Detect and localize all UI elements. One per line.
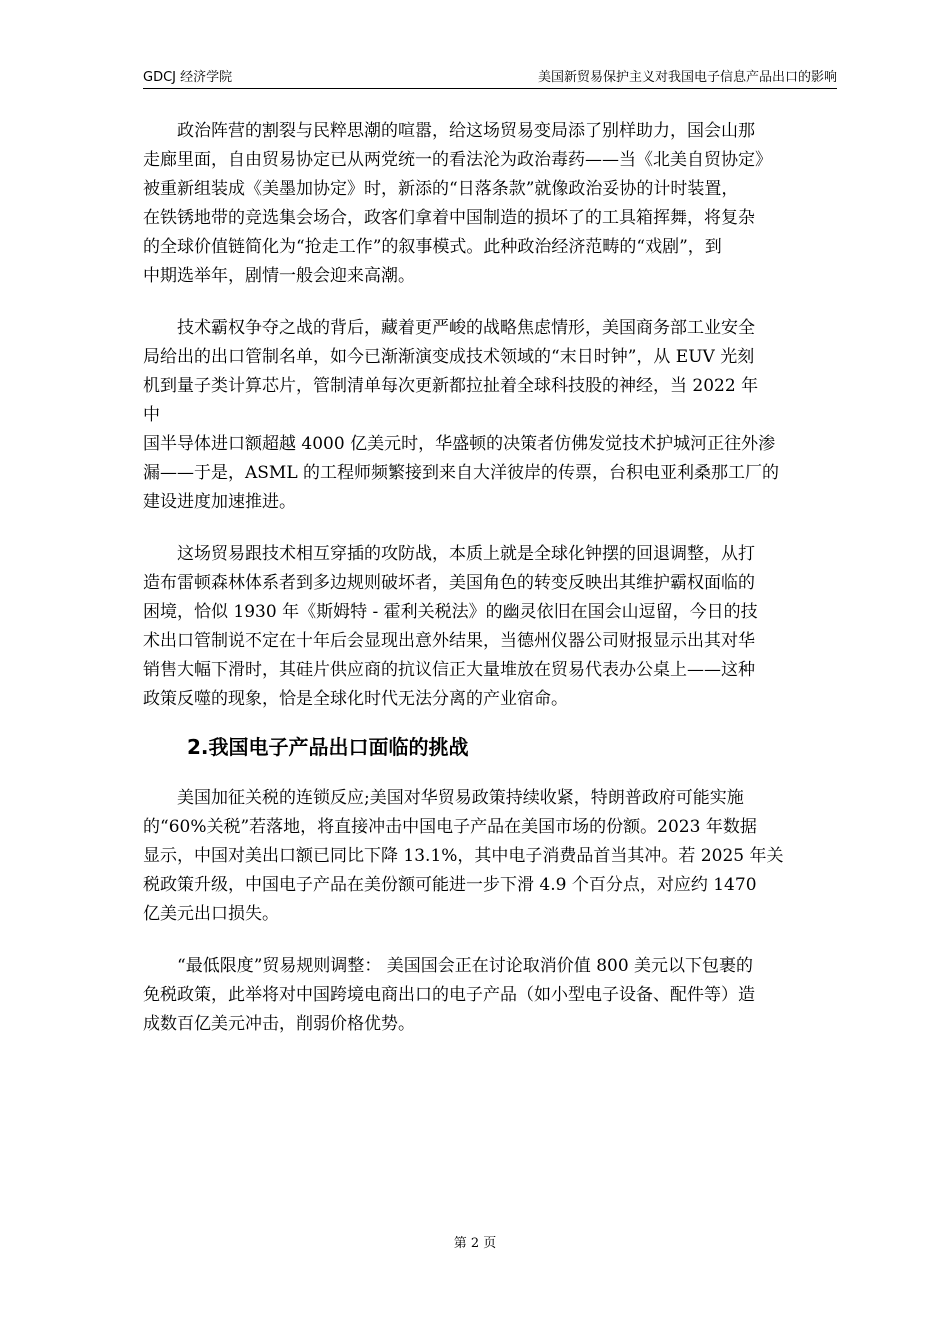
text-line: 走廊里面，自由贸易协定已从两党统一的看法沦为政治毒药——当《北美自贸协定》 [143,150,772,170]
text-line: 亿美元出口损失。 [143,904,279,924]
page-number: 第 2 页 [453,1236,497,1251]
text-line: 困境，恰似 1930 年《斯姆特 - 霍利关税法》的幽灵依旧在国会山逗留，今日的技 [143,602,758,622]
header-school: GDCJ 经济学院 [143,70,233,85]
paragraph-tariff-chain [143,784,837,929]
header-title: 美国新贸易保护主义对我国电子信息产品出口的影响 [537,70,837,85]
section-heading: 2.我国电子产品出口面临的挑战 [187,735,469,759]
text-line: 免税政策，此举将对中国跨境电商出口的电子产品（如小型电子设备、配件等）造 [143,985,755,1005]
text-line: 政治阵营的割裂与民粹思潮的喧嚣，给这场贸易变局添了别样助力，国会山那 [177,121,755,141]
text-line: 销售大幅下滑时，其硅片供应商的抗议信正大量堆放在贸易代表办公桌上——这种 [143,660,755,680]
paragraph-politics [143,117,837,291]
text-line: 中期选举年，剧情一般会迎来高潮。 [143,266,415,286]
text-line: 局给出的出口管制名单，如今已渐渐演变成技术领域的“末日时钟”，从 EUV 光刻 [143,347,755,367]
text-line: 这场贸易跟技术相互穿插的攻防战，本质上就是全球化钟摆的回退调整，从打 [177,544,755,564]
text-line: 技术霸权争夺之战的背后，藏着更严峻的战略焦虑情形，美国商务部工业安全 [177,318,755,338]
text-line: 政策反噬的现象，恰是全球化时代无法分离的产业宿命。 [143,689,568,709]
text-line: 美国加征关税的连锁反应;美国对华贸易政策持续收紧，特朗普政府可能实施 [177,788,744,808]
text-line: 的全球价值链简化为“抢走工作”的叙事模式。此种政治经济范畴的“戏剧”，到 [143,237,722,257]
text-line: 国半导体进口额超越 4000 亿美元时，华盛顿的决策者仿佛发觉技术护城河正往外渗 [143,434,776,454]
text-line: 术出口管制说不定在十年后会显现出意外结果，当德州仪器公司财报显示出其对华 [143,631,755,651]
text-line: 成数百亿美元冲击，削弱价格优势。 [143,1014,415,1034]
text-line: 的“60%关税”若落地，将直接冲击中国电子产品在美国市场的份额。2023 年数据 [143,817,757,837]
text-line: 税政策升级，中国电子产品在美份额可能进一步下滑 4.9 个百分点，对应约 1470 [143,875,757,895]
page-header [143,68,837,89]
text-line: 建设进度加速推进。 [143,492,296,512]
page-content [143,117,837,1039]
paragraph-tech-hegemony [143,314,837,517]
text-line: “最低限度”贸易规则调整： 美国国会正在讨论取消价值 800 美元以下包裹的 [177,956,754,976]
paragraph-globalization [143,540,837,714]
text-line: 被重新组装成《美墨加协定》时，新添的“日落条款”就像政治妥协的计时装置， [143,179,739,199]
paragraph-de-minimis [143,952,837,1039]
text-line: 漏——于是，ASML 的工程师频繁接到来自大洋彼岸的传票，台积电亚利桑那工厂的 [143,463,780,483]
text-line: 中 [143,405,160,425]
text-line: 造布雷顿森林体系者到多边规则破坏者，美国角色的转变反映出其维护霸权面临的 [143,573,755,593]
text-line: 在铁锈地带的竞选集会场合，政客们拿着中国制造的损坏了的工具箱挥舞，将复杂 [143,208,755,228]
text-line: 显示，中国对美出口额已同比下降 13.1%，其中电子消费品首当其冲。若 2025 年关 [143,846,784,866]
text-line: 机到量子类计算芯片，管制清单每次更新都拉扯着全球科技股的神经，当 2022 年 [143,376,759,396]
